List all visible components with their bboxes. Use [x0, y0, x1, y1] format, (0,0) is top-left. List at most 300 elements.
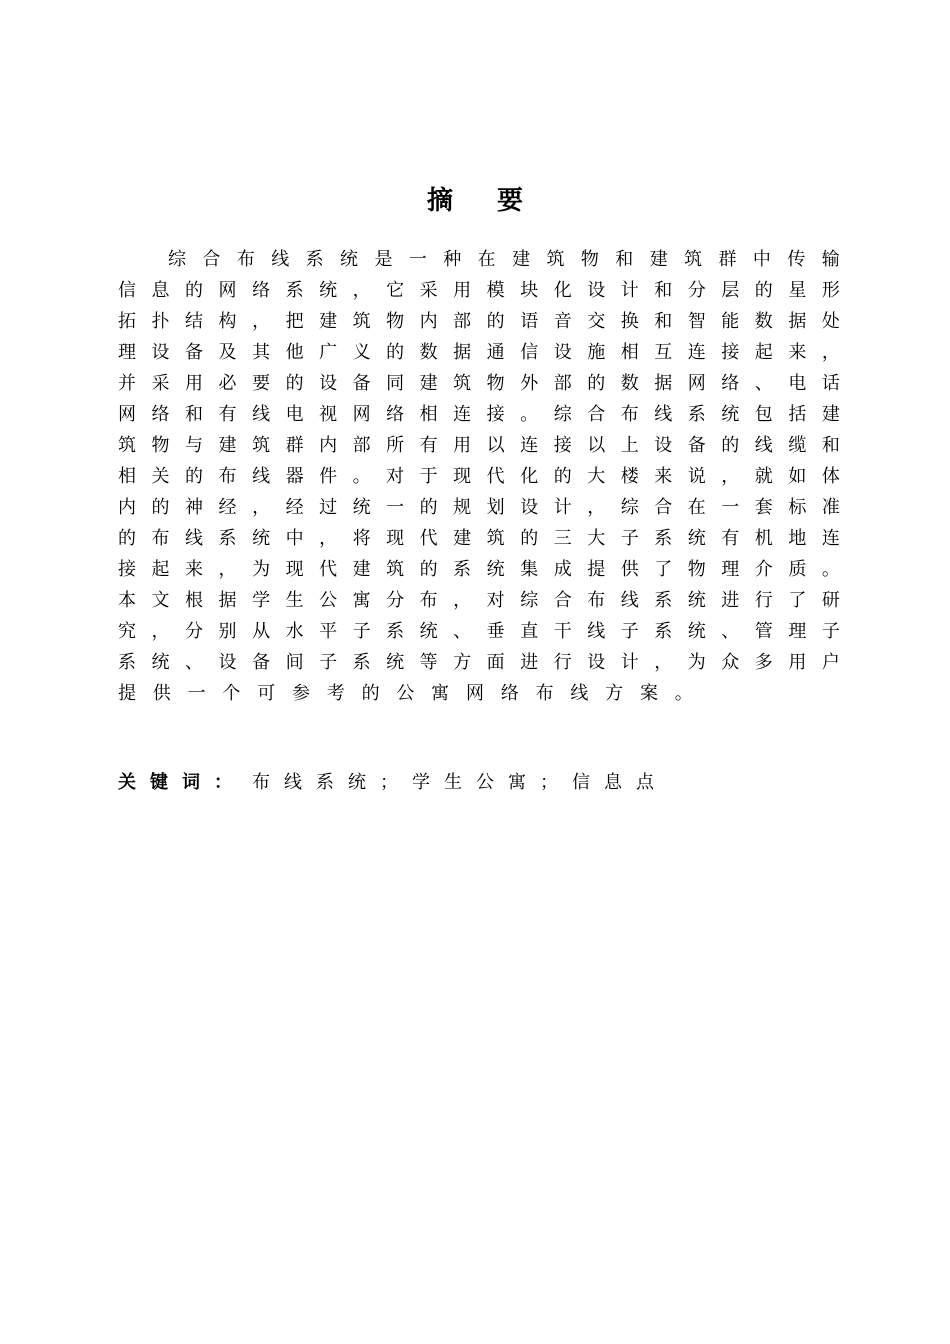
- abstract-char: 筑: [352, 311, 371, 332]
- abstract-char: 子: [620, 621, 639, 642]
- abstract-line: [118, 647, 840, 678]
- abstract-char: 系: [386, 621, 405, 642]
- abstract-char: 面: [486, 652, 505, 673]
- abstract-char: 连: [520, 435, 539, 456]
- abstract-char: 理: [118, 342, 136, 363]
- abstract-char: 计: [620, 652, 639, 673]
- abstract-char: ，: [721, 466, 740, 487]
- abstract-char: 子: [821, 621, 840, 642]
- abstract-char: 准: [821, 497, 840, 518]
- abstract-char: 设: [520, 497, 539, 518]
- abstract-char: 水: [285, 621, 304, 642]
- abstract-char: 生: [285, 590, 304, 611]
- abstract-char: 群: [285, 435, 304, 456]
- abstract-char: 的: [553, 466, 572, 487]
- abstract-char: 合: [654, 497, 673, 518]
- abstract-char: 的: [151, 497, 170, 518]
- abstract-char: 计: [553, 497, 572, 518]
- abstract-char: 建: [419, 373, 438, 394]
- abstract-char: 为: [252, 559, 271, 580]
- abstract-char: 筑: [252, 435, 271, 456]
- abstract-char: 建: [218, 435, 237, 456]
- abstract-char: 同: [386, 373, 405, 394]
- abstract-char: 管: [754, 621, 773, 642]
- abstract-char: 物: [580, 249, 599, 270]
- abstract-char: ，: [319, 528, 338, 549]
- abstract-char: ，: [151, 621, 170, 642]
- abstract-char: 连: [821, 528, 840, 549]
- abstract-char: 为: [687, 652, 706, 673]
- abstract-char: 系: [654, 590, 673, 611]
- abstract-char: 数: [754, 311, 773, 332]
- abstract-char: 提: [587, 559, 606, 580]
- abstract-char: ，: [252, 311, 271, 332]
- abstract-char: 接: [486, 404, 505, 425]
- abstract-char: 统: [386, 652, 405, 673]
- abstract-char: 划: [486, 497, 505, 518]
- abstract-char: 与: [185, 435, 204, 456]
- abstract-char: 布: [236, 249, 255, 270]
- abstract-char: 分: [185, 621, 204, 642]
- abstract-char: 音: [553, 311, 572, 332]
- abstract-char: 处: [821, 311, 840, 332]
- abstract-char: 于: [419, 466, 438, 487]
- abstract-char: 建: [352, 559, 371, 580]
- abstract-char: 寓: [431, 683, 450, 704]
- abstract-char: ，: [453, 590, 472, 611]
- abstract-char: 网: [218, 280, 237, 301]
- abstract-char: 传: [787, 249, 806, 270]
- abstract-char: 。: [821, 559, 840, 580]
- abstract-char: 布: [218, 466, 237, 487]
- abstract-char: 用: [185, 373, 204, 394]
- abstract-char: 过: [319, 497, 338, 518]
- abstract-char: 必: [218, 373, 237, 394]
- abstract-char: 建: [319, 311, 338, 332]
- abstract-char: 的: [754, 280, 773, 301]
- abstract-char: 多: [754, 652, 773, 673]
- abstract-char: 的: [285, 373, 304, 394]
- abstract-char: 公: [319, 590, 338, 611]
- abstract-char: 研: [821, 590, 840, 611]
- abstract-char: 络: [252, 280, 271, 301]
- abstract-char: 线: [620, 590, 639, 611]
- abstract-char: 化: [553, 280, 572, 301]
- abstract-char: 文: [151, 590, 170, 611]
- abstract-char: 星: [788, 280, 807, 301]
- abstract-char: 能: [721, 311, 740, 332]
- abstract-char: 和: [654, 280, 673, 301]
- abstract-char: 系: [654, 528, 673, 549]
- abstract-char: 络: [721, 373, 740, 394]
- abstract-char: 。: [352, 466, 371, 487]
- abstract-char: 据: [654, 373, 673, 394]
- abstract-char: 施: [587, 342, 606, 363]
- abstract-char: 和: [654, 311, 673, 332]
- abstract-char: 垂: [486, 621, 505, 642]
- abstract-char: 筑: [453, 373, 472, 394]
- abstract-char: 众: [721, 652, 740, 673]
- abstract-char: 接: [553, 435, 572, 456]
- abstract-char: 据: [788, 311, 807, 332]
- abstract-char: 块: [520, 280, 539, 301]
- abstract-char: 电: [788, 373, 807, 394]
- abstract-char: 和: [185, 404, 204, 425]
- abstract-char: 合: [587, 404, 606, 425]
- abstract-char: 语: [520, 311, 539, 332]
- abstract-char: 学: [252, 590, 271, 611]
- abstract-char: 对: [386, 466, 405, 487]
- abstract-char: 部: [553, 373, 572, 394]
- abstract-char: 筑: [486, 528, 505, 549]
- abstract-char: 以: [486, 435, 505, 456]
- abstract-char: 子: [319, 652, 338, 673]
- abstract-char: 中: [752, 249, 771, 270]
- abstract-char: 线: [252, 466, 271, 487]
- abstract-char: 有: [419, 435, 438, 456]
- abstract-char: 等: [419, 652, 438, 673]
- abstract-char: 统: [151, 652, 170, 673]
- abstract-char: 布: [535, 683, 554, 704]
- abstract-char: 建: [512, 249, 531, 270]
- abstract-char: 综: [620, 497, 639, 518]
- abstract-char: 网: [352, 404, 371, 425]
- abstract-char: 据: [453, 342, 472, 363]
- keywords-value: 布线系统；学生公寓；信息点: [252, 772, 668, 793]
- abstract-char: 视: [319, 404, 338, 425]
- abstract-char: 公: [396, 683, 415, 704]
- abstract-char: 线: [185, 528, 204, 549]
- abstract-char: 规: [453, 497, 472, 518]
- abstract-char: 理: [721, 559, 740, 580]
- abstract-char: 换: [620, 311, 639, 332]
- abstract-char: 大: [587, 466, 606, 487]
- abstract-char: 线: [654, 404, 673, 425]
- abstract-char: 的: [587, 373, 606, 394]
- abstract-char: 部: [352, 435, 371, 456]
- abstract-char: 子: [620, 528, 639, 549]
- abstract-line: [118, 368, 840, 399]
- abstract-char: 网: [465, 683, 484, 704]
- abstract-char: 的: [185, 466, 204, 487]
- abstract-char: 其: [252, 342, 271, 363]
- abstract-char: 系: [305, 249, 324, 270]
- abstract-line: [118, 430, 840, 461]
- abstract-char: 提: [118, 683, 136, 704]
- abstract-char: 个: [222, 683, 241, 704]
- abstract-char: 就: [754, 466, 773, 487]
- abstract-char: 物: [151, 435, 170, 456]
- abstract-char: 括: [788, 404, 807, 425]
- abstract-char: 以: [587, 435, 606, 456]
- abstract-char: 布: [620, 404, 639, 425]
- abstract-char: 备: [687, 435, 706, 456]
- abstract-char: 信: [118, 280, 136, 301]
- abstract-char: 及: [218, 342, 237, 363]
- abstract-char: 。: [520, 404, 539, 425]
- abstract-char: 方: [453, 652, 472, 673]
- abstract-char: 来: [788, 342, 807, 363]
- abstract-char: ，: [352, 280, 371, 301]
- abstract-char: 了: [788, 590, 807, 611]
- abstract-char: 统: [319, 280, 338, 301]
- abstract-char: 进: [520, 652, 539, 673]
- abstract-char: 、: [754, 373, 773, 394]
- abstract-char: 有: [721, 528, 740, 549]
- abstract-char: 扑: [151, 311, 170, 332]
- abstract-char: 筑: [118, 435, 136, 456]
- abstract-char: 缆: [788, 435, 807, 456]
- abstract-char: 上: [620, 435, 639, 456]
- abstract-char: 连: [687, 342, 706, 363]
- abstract-char: 成: [553, 559, 572, 580]
- abstract-char: 线: [587, 621, 606, 642]
- abstract-char: 统: [252, 528, 271, 549]
- abstract-char: 设: [654, 435, 673, 456]
- abstract-char: 设: [553, 342, 572, 363]
- abstract-char: 户: [821, 652, 840, 673]
- abstract-char: 统: [352, 497, 371, 518]
- abstract-char: 体: [821, 466, 840, 487]
- abstract-char: 信: [520, 342, 539, 363]
- abstract-char: 建: [453, 528, 472, 549]
- keywords-row: [118, 767, 668, 798]
- abstract-char: 设: [587, 280, 606, 301]
- abstract-char: 布: [419, 590, 438, 611]
- abstract-char: 干: [553, 621, 572, 642]
- abstract-char: 分: [386, 590, 405, 611]
- abstract-char: 考: [326, 683, 345, 704]
- abstract-char: 内: [118, 497, 136, 518]
- abstract-char: 物: [486, 373, 505, 394]
- abstract-char: 的: [419, 497, 438, 518]
- abstract-char: 线: [570, 683, 589, 704]
- abstract-char: 方: [605, 683, 624, 704]
- abstract-char: 义: [352, 342, 371, 363]
- abstract-char: 相: [419, 404, 438, 425]
- abstract-char: 接: [721, 342, 740, 363]
- abstract-char: 寓: [352, 590, 371, 611]
- abstract-char: 地: [788, 528, 807, 549]
- abstract-char: 布: [587, 590, 606, 611]
- abstract-char: 楼: [620, 466, 639, 487]
- abstract-char: 智: [687, 311, 706, 332]
- abstract-char: 的: [361, 683, 380, 704]
- abstract-char: 综: [553, 404, 572, 425]
- abstract-char: 间: [285, 652, 304, 673]
- abstract-char: 统: [419, 621, 438, 642]
- abstract-char: 的: [419, 559, 438, 580]
- abstract-char: 统: [687, 590, 706, 611]
- abstract-char: 神: [185, 497, 204, 518]
- abstract-char: 起: [754, 342, 773, 363]
- abstract-char: 参: [291, 683, 310, 704]
- abstract-char: 别: [218, 621, 237, 642]
- abstract-char: 内: [419, 311, 438, 332]
- abstract-char: 机: [754, 528, 773, 549]
- abstract-char: 筑: [546, 249, 565, 270]
- abstract-char: 备: [352, 373, 371, 394]
- abstract-char: 究: [118, 621, 136, 642]
- abstract-char: 构: [218, 311, 237, 332]
- abstract-char: 的: [520, 528, 539, 549]
- abstract-char: 外: [520, 373, 539, 394]
- abstract-char: 并: [118, 373, 136, 394]
- abstract-char: 代: [419, 528, 438, 549]
- abstract-char: 结: [185, 311, 204, 332]
- abstract-body: [118, 244, 840, 709]
- abstract-char: 如: [788, 466, 807, 487]
- abstract-char: 系: [687, 404, 706, 425]
- abstract-line: [118, 523, 840, 554]
- abstract-char: 现: [285, 559, 304, 580]
- abstract-char: 用: [453, 435, 472, 456]
- abstract-char: 网: [687, 373, 706, 394]
- abstract-char: 供: [152, 683, 171, 704]
- abstract-char: 物: [687, 559, 706, 580]
- abstract-char: 互: [654, 342, 673, 363]
- abstract-char: 网: [118, 404, 136, 425]
- abstract-char: 统: [486, 559, 505, 580]
- abstract-char: 和: [821, 435, 840, 456]
- abstract-char: 器: [285, 466, 304, 487]
- abstract-char: 系: [352, 652, 371, 673]
- abstract-char: 采: [419, 280, 438, 301]
- abstract-char: 络: [151, 404, 170, 425]
- abstract-char: 将: [352, 528, 371, 549]
- abstract-char: 的: [118, 528, 136, 549]
- abstract-char: 系: [118, 652, 136, 673]
- abstract-char: 布: [151, 528, 170, 549]
- abstract-char: ，: [218, 559, 237, 580]
- abstract-char: 设: [319, 373, 338, 394]
- abstract-line: [118, 337, 840, 368]
- abstract-char: 设: [218, 652, 237, 673]
- abstract-char: 和: [615, 249, 634, 270]
- abstract-line: [118, 492, 840, 523]
- abstract-char: 介: [754, 559, 773, 580]
- abstract-char: 线: [271, 249, 290, 270]
- abstract-char: 统: [687, 621, 706, 642]
- abstract-char: 在: [477, 249, 496, 270]
- abstract-char: 关: [151, 466, 170, 487]
- abstract-char: 行: [754, 590, 773, 611]
- abstract-char: 数: [419, 342, 438, 363]
- abstract-char: 相: [620, 342, 639, 363]
- abstract-char: 采: [151, 373, 170, 394]
- abstract-char: 。: [674, 683, 693, 704]
- abstract-char: 从: [252, 621, 271, 642]
- abstract-char: 集: [520, 559, 539, 580]
- abstract-char: 计: [620, 280, 639, 301]
- title-char-1: 摘: [426, 186, 453, 216]
- abstract-char: 层: [721, 280, 740, 301]
- abstract-char: 把: [285, 311, 304, 332]
- abstract-line: [118, 585, 840, 616]
- abstract-char: 代: [319, 559, 338, 580]
- abstract-char: 线: [252, 404, 271, 425]
- abstract-char: 可: [257, 683, 276, 704]
- abstract-char: 代: [486, 466, 505, 487]
- abstract-char: 对: [486, 590, 505, 611]
- abstract-char: 模: [486, 280, 505, 301]
- abstract-char: 子: [352, 621, 371, 642]
- abstract-char: 交: [587, 311, 606, 332]
- abstract-char: 广: [319, 342, 338, 363]
- abstract-char: 标: [788, 497, 807, 518]
- abstract-char: 系: [453, 559, 472, 580]
- abstract-char: 来: [185, 559, 204, 580]
- abstract-char: 线: [754, 435, 773, 456]
- abstract-char: 、: [721, 621, 740, 642]
- abstract-char: 系: [654, 621, 673, 642]
- abstract-char: 络: [500, 683, 519, 704]
- abstract-char: 综: [168, 249, 186, 270]
- abstract-char: 案: [639, 683, 658, 704]
- abstract-char: 、: [453, 621, 472, 642]
- abstract-char: 相: [118, 466, 136, 487]
- abstract-char: 起: [151, 559, 170, 580]
- abstract-char: 供: [620, 559, 639, 580]
- abstract-line: [118, 616, 840, 647]
- abstract-char: 种: [443, 249, 462, 270]
- abstract-char: 筑: [386, 559, 405, 580]
- abstract-char: 通: [486, 342, 505, 363]
- abstract-char: 输: [821, 249, 840, 270]
- abstract-char: 统: [687, 528, 706, 549]
- abstract-char: 连: [453, 404, 472, 425]
- abstract-char: 拓: [118, 311, 136, 332]
- abstract-title: [0, 180, 950, 217]
- abstract-char: 包: [754, 404, 773, 425]
- abstract-char: 根: [185, 590, 204, 611]
- abstract-char: 据: [218, 590, 237, 611]
- abstract-char: 设: [151, 342, 170, 363]
- abstract-char: 件: [319, 466, 338, 487]
- abstract-char: 一: [187, 683, 206, 704]
- abstract-char: 建: [649, 249, 668, 270]
- abstract-char: 筑: [684, 249, 703, 270]
- abstract-char: 群: [718, 249, 737, 270]
- abstract-char: 在: [687, 497, 706, 518]
- abstract-line: [118, 306, 840, 337]
- abstract-char: 用: [788, 652, 807, 673]
- abstract-char: 合: [553, 590, 572, 611]
- abstract-char: 平: [319, 621, 338, 642]
- abstract-char: 经: [285, 497, 304, 518]
- abstract-char: 理: [788, 621, 807, 642]
- abstract-char: 设: [587, 652, 606, 673]
- abstract-char: 行: [553, 652, 572, 673]
- abstract-char: ，: [252, 497, 271, 518]
- abstract-char: 综: [520, 590, 539, 611]
- abstract-char: 中: [285, 528, 304, 549]
- abstract-char: 一: [721, 497, 740, 518]
- abstract-char: 物: [386, 311, 405, 332]
- abstract-char: 的: [386, 342, 405, 363]
- abstract-char: 一: [386, 497, 405, 518]
- abstract-char: 来: [654, 466, 673, 487]
- abstract-char: 要: [252, 373, 271, 394]
- abstract-char: 套: [754, 497, 773, 518]
- abstract-char: 他: [285, 342, 304, 363]
- abstract-line: [118, 275, 840, 306]
- abstract-char: ，: [587, 497, 606, 518]
- keywords-label: 关键词：: [118, 772, 246, 793]
- abstract-line: [118, 461, 840, 492]
- abstract-char: 息: [151, 280, 170, 301]
- abstract-char: 备: [252, 652, 271, 673]
